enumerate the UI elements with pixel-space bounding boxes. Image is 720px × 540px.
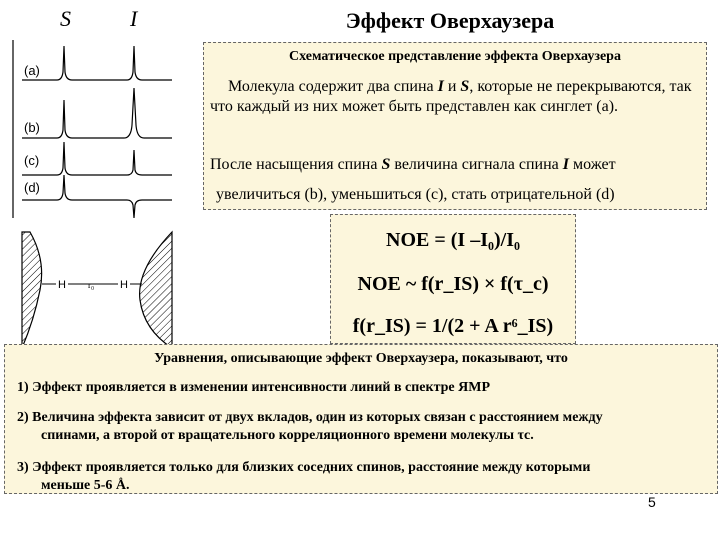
- page-title: Эффект Оверхаузера: [345, 8, 555, 33]
- spectrum-b: [22, 88, 172, 138]
- paragraph-molecule: Молекула содержит два спина I и S, которые не перекрываются, так что каждый из них может быть представлен как синглет (a).: [210, 78, 692, 115]
- paragraph-saturation: После насыщения спина S величина сигнала спина I может: [210, 156, 616, 173]
- conclusion-item-3-line-2: меньше 5-6 Å.: [41, 478, 130, 493]
- spectrum-label-c: (c): [24, 153, 40, 168]
- spin-i-label: I: [130, 6, 138, 31]
- spin-s-label: S: [60, 6, 71, 31]
- paragraph-outcomes: увеличиться (b), уменьшиться (c), стать отрицательной (d): [216, 186, 615, 203]
- noe-equations-box: [330, 214, 576, 344]
- spectrum-label-a: (a): [24, 63, 40, 78]
- noe-description-panel: [203, 42, 707, 210]
- left-atom: H: [58, 279, 66, 291]
- conclusion-item-2-line-1: 2) Величина эффекта зависит от двух вкладов, один из которых связан с расстоянием между: [17, 410, 603, 425]
- equation-noe-definition: NOE = (I –I₀)/I₀: [386, 229, 520, 251]
- right-molecule-surface: [140, 232, 172, 348]
- molecule-diagram: [20, 230, 176, 350]
- left-molecule-surface: [22, 232, 42, 348]
- spectrum-label-b: (b): [24, 120, 40, 135]
- spectrum-label-d: (d): [24, 180, 40, 195]
- spectrum-d: [22, 175, 172, 218]
- equation-noe-dependence: NOE ~ f(r_IS) × f(τ_c): [357, 273, 549, 295]
- page-number: 5: [648, 494, 656, 510]
- conclusion-item-1: 1) Эффект проявляется в изменении интенсивности линий в спектре ЯМР: [17, 380, 491, 395]
- spectrum-a: [22, 46, 172, 80]
- conclusion-item-2-line-2: спинами, а второй от вращательного корреляционного времени молекулы τc.: [41, 428, 534, 443]
- conclusions-intro: Уравнения, описывающие эффект Оверхаузера, показывают, что: [154, 351, 568, 366]
- conclusion-item-3-line-1: 3) Эффект проявляется только для близких соседних спинов, расстояние между которыми: [17, 460, 591, 475]
- spectrum-c: [22, 142, 172, 175]
- right-atom: H: [120, 279, 128, 291]
- conclusions-panel: [4, 344, 718, 494]
- distance-label: r₀: [88, 280, 95, 290]
- equation-distance-function: f(r_IS) = 1/(2 + A r⁶_IS): [352, 315, 554, 337]
- panel-heading: Схематическое представление эффекта Оверхаузера: [289, 49, 621, 64]
